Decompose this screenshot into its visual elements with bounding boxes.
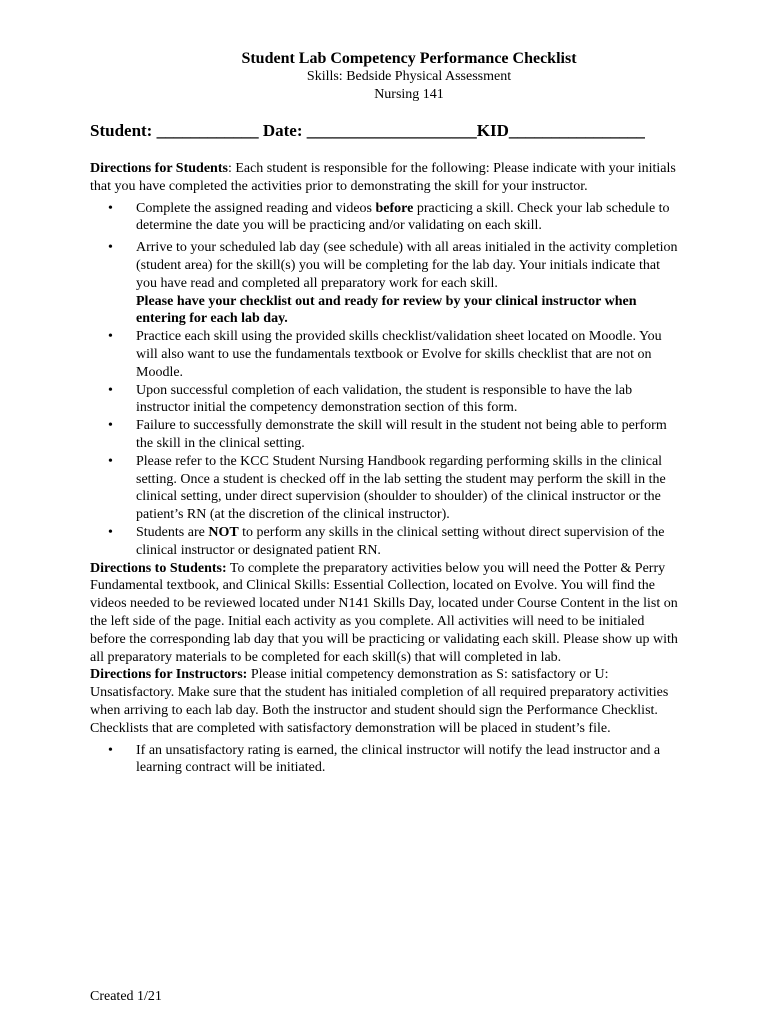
document-body xyxy=(90,160,680,777)
list-item xyxy=(136,239,680,328)
list-item-emphasis: NOT xyxy=(208,524,239,540)
list-item-emphasis: Please have your checklist out and ready for review by your clinical instructor when entering for each lab day. xyxy=(136,293,637,327)
directions-instructors xyxy=(90,666,680,737)
directions-to-students xyxy=(90,560,680,667)
student-name-blank: ____________ xyxy=(156,121,259,140)
date-blank: ____________________ xyxy=(306,121,477,140)
list-item-text: Complete the assigned reading and videos xyxy=(136,200,376,216)
student-label: Student: xyxy=(90,121,153,140)
list-item-emphasis: before xyxy=(375,200,414,216)
directions-students-intro xyxy=(90,160,680,196)
page-title: Student Lab Competency Performance Checklist xyxy=(241,50,577,67)
page-subtitle: Skills: Bedside Physical Assessment xyxy=(306,69,512,84)
course-name: Nursing 141 xyxy=(374,87,444,102)
kid-blank: ________________ xyxy=(508,121,645,140)
created-date: Created 1/21 xyxy=(90,989,162,1004)
list-item: • Please refer to the KCC Student Nursing Handbook regarding performing skills in the clinical setting. Once a student is checked off in the lab setting the student may perform the skill in the clinical setting, under direct supervision (shoulder to shoulder) of the clinical instructor or the patient’s RN (at the discretion of the clinical instructor). xyxy=(136,453,680,524)
list-item-text: practicing a skill. Check your lab schedule to determine the date you will be practicing and/or validating on each skill. xyxy=(136,200,670,234)
list-item xyxy=(136,200,680,236)
directions-students-heading: Directions for Students xyxy=(90,161,228,176)
directions-students-text: : Each student is responsible for the following: Please indicate with your initials that you have completed the activities prior to demonstrating the skill for your instructor. xyxy=(90,161,676,194)
student-directions-list xyxy=(90,200,680,560)
kid-label: KID xyxy=(476,121,509,140)
directions-instructors-heading: Directions for Instructors: xyxy=(90,667,248,683)
list-item: • Failure to successfully demonstrate the skill will result in the student not being able to perform the skill in the clinical setting. xyxy=(136,417,680,453)
list-item: • Practice each skill using the provided skills checklist/validation sheet located on Moodle. You will also want to use the fundamentals textbook or Evolve for skills checklist that are not on Moodle. xyxy=(136,328,680,381)
directions-to-students-text: To complete the preparatory activities below you will need the Potter & Perry Fundamental textbook, and Clinical Skills: Essential Collection, located on Evolve. You will find the videos needed to be reviewed located under N141 Skills Day, located under Course Content in the list on the left side of the page. Initial each activity as you complete. All activities will need to be initialed before the corresponding lab day that you will be practicing or validating each skill. Please show up with all preparatory materials to be completed for each skill(s) that will completed in lab. xyxy=(90,560,678,665)
directions-to-students-heading: Directions to Students: xyxy=(90,560,227,576)
list-item-text: Students are xyxy=(136,524,209,540)
instructor-directions-list xyxy=(90,742,680,778)
list-item-text: to perform any skills in the clinical setting without direct supervision of the clinical instructor or designated patient RN. xyxy=(136,524,665,558)
directions-instructors-text: Please initial competency demonstration as S: satisfactory or U: Unsatisfactory. Make sure that the student has initialed completion of all required preparatory activities when arriving to each lab day. Both the instructor and student should sign the Performance Checklist. Checklists that are completed with satisfactory demonstration will be placed in student’s file. xyxy=(90,667,669,736)
student-info-line xyxy=(90,121,645,141)
list-item: • If an unsatisfactory rating is earned, the clinical instructor will notify the lead instructor and a learning contract will be initiated. xyxy=(136,742,680,778)
list-item: • Upon successful completion of each validation, the student is responsible to have the lab instructor initial the competency demonstration section of this form. xyxy=(136,382,680,418)
date-label: Date: xyxy=(262,121,303,140)
list-item-text: Arrive to your scheduled lab day (see schedule) with all areas initialed in the activity completion (student area) for the skill(s) you will be completing for the lab day. Your initials indicate that you have read and completed all preparatory work for each skill. xyxy=(136,240,678,291)
list-item xyxy=(136,524,680,560)
